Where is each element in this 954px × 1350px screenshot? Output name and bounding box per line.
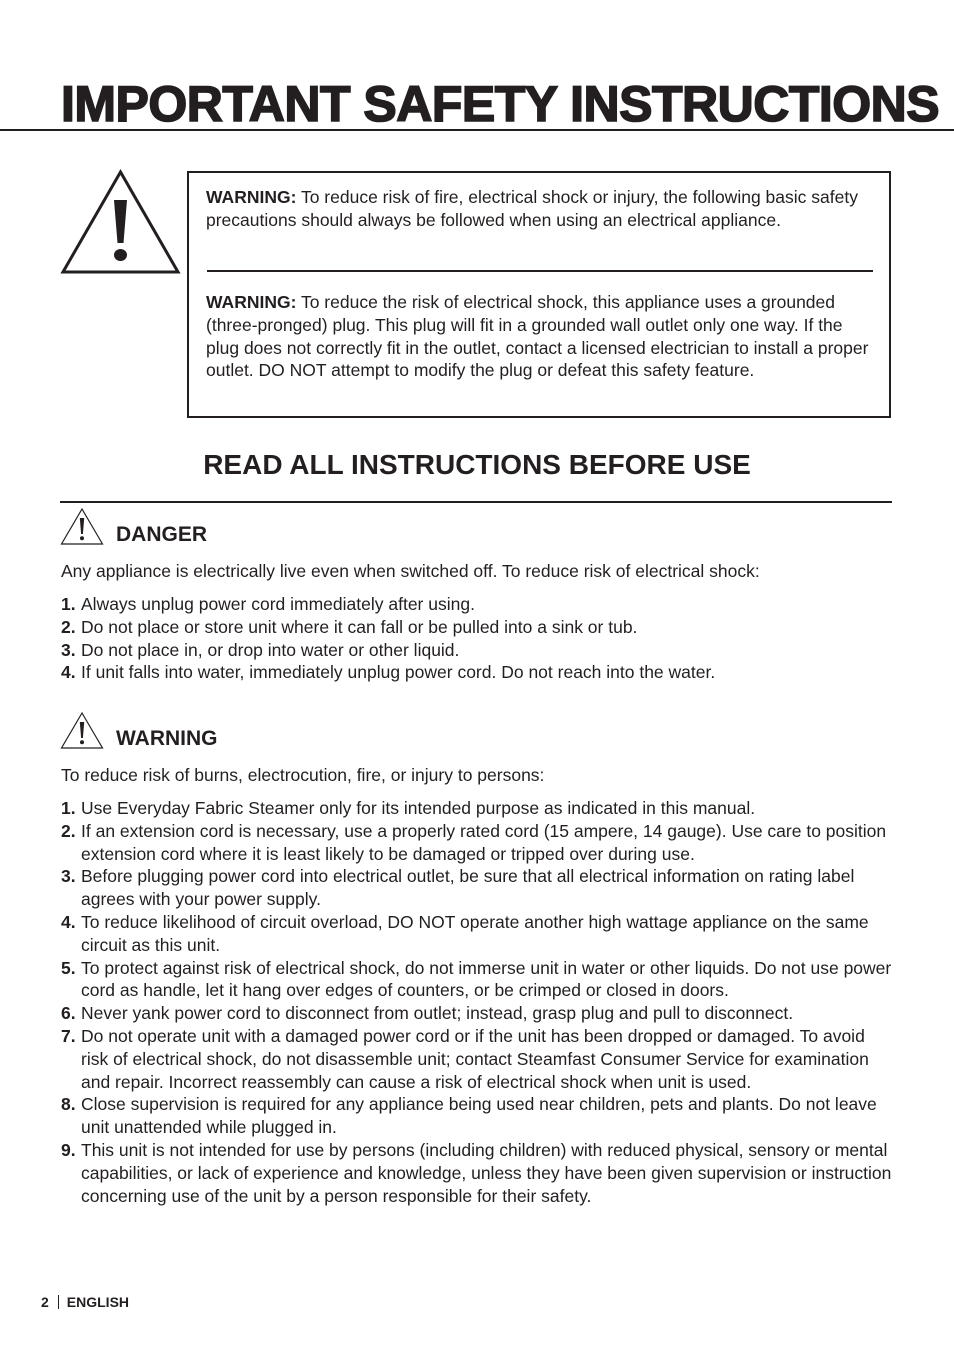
warning-paragraph-plug <box>206 291 871 382</box>
list-item <box>61 593 896 616</box>
list-item <box>61 820 896 866</box>
danger-triangle-icon <box>60 507 104 546</box>
item-text: Do not place or store unit where it can fall or be pulled into a sink or tub. <box>81 616 638 637</box>
item-text: Close supervision is required for any appliance being used near children, pets and plants. Do not leave unit unattended while plugged in. <box>81 1094 877 1138</box>
list-item <box>61 661 896 684</box>
box-divider <box>207 270 873 272</box>
warning-triangle-icon <box>60 168 181 275</box>
item-text: If an extension cord is necessary, use a properly rated cord (15 ampere, 14 gauge). Use care to position extension cord where it is least likely to be damaged or tripped over during use. <box>81 820 887 864</box>
item-number: 7. <box>61 1025 76 1046</box>
list-item <box>61 911 896 957</box>
item-number: 3. <box>61 866 76 887</box>
item-text: This unit is not intended for use by persons (including children) with reduced physical, sensory or mental capabilities, or lack of experience and knowledge, unless they have been given supervision or instruction concerning use of the unit by a person responsible for their safety. <box>81 1139 892 1206</box>
item-number: 5. <box>61 957 76 978</box>
warning-list <box>61 797 896 1207</box>
list-item <box>61 957 896 1003</box>
item-number: 4. <box>61 662 76 683</box>
page-number: 2 <box>41 1294 49 1310</box>
warning-box <box>187 171 891 418</box>
item-text: Do not place in, or drop into water or other liquid. <box>81 639 460 660</box>
item-text: If unit falls into water, immediately unplug power cord. Do not reach into the water. <box>81 662 716 683</box>
item-number: 8. <box>61 1094 76 1115</box>
warning-label: WARNING: <box>206 187 297 207</box>
item-number: 6. <box>61 1003 76 1024</box>
list-item <box>61 616 896 639</box>
list-item <box>61 1025 896 1093</box>
title-divider <box>0 129 954 131</box>
warning-text: To reduce risk of fire, electrical shock or injury, the following basic safety precautions should always be followed when using an electrical appliance. <box>206 187 858 230</box>
danger-heading: DANGER <box>116 523 208 546</box>
list-item <box>61 639 896 662</box>
item-text: Always unplug power cord immediately after using. <box>81 594 475 614</box>
item-number: 1. <box>61 798 76 818</box>
warning-intro: To reduce risk of burns, electrocution, fire, or injury to persons: <box>61 765 545 785</box>
section-divider <box>60 501 892 503</box>
footer-separator <box>58 1295 59 1309</box>
list-item <box>61 1139 896 1207</box>
list-item <box>61 797 896 820</box>
item-number: 4. <box>61 911 76 932</box>
read-all-heading: READ ALL INSTRUCTIONS BEFORE USE <box>203 449 751 480</box>
item-text: To reduce likelihood of circuit overload, DO NOT operate another high wattage appliance on the same circuit as this unit. <box>81 911 869 955</box>
warning-triangle-icon <box>60 711 104 750</box>
list-item <box>61 865 896 911</box>
item-text: Never yank power cord to disconnect from outlet; instead, grasp plug and pull to disconnect. <box>81 1003 794 1024</box>
footer-language: ENGLISH <box>66 1294 130 1310</box>
page-title: IMPORTANT SAFETY INSTRUCTIONS <box>61 76 940 132</box>
item-text: To protect against risk of electrical shock, do not immerse unit in water or other liquids. Do not use power cord as handle, let it hang over edges of counters, or be crimped or closed in doors. <box>81 957 892 1001</box>
list-item <box>61 1002 896 1025</box>
item-number: 1. <box>61 594 76 614</box>
item-number: 2. <box>61 616 76 637</box>
warning-label: WARNING: <box>206 292 297 312</box>
item-text: Use Everyday Fabric Steamer only for its intended purpose as indicated in this manual. <box>81 798 756 818</box>
warning-text: To reduce the risk of electrical shock, this appliance uses a grounded (three-pronged) plug. This plug will fit in a grounded wall outlet only one way. If the plug does not correctly fit in the outlet, contact a licensed electrician to install a proper outlet. DO NOT attempt to modify the plug or defeat this safety feature. <box>206 292 869 381</box>
list-item <box>61 1093 896 1139</box>
warning-heading: WARNING <box>116 727 218 750</box>
item-number: 2. <box>61 820 76 841</box>
warning-paragraph-fire <box>206 186 871 232</box>
danger-intro: Any appliance is electrically live even when switched off. To reduce risk of electrical shock: <box>61 561 760 581</box>
page-footer <box>41 1293 129 1311</box>
item-number: 9. <box>61 1139 76 1160</box>
item-text: Do not operate unit with a damaged power cord or if the unit has been dropped or damaged. To avoid risk of electrical shock, do not disassemble unit; contact Steamfast Consumer Service for examination and repair. Incorrect reassembly can cause a risk of electrical shock when unit is used. <box>81 1025 869 1092</box>
item-text: Before plugging power cord into electrical outlet, be sure that all electrical information on rating label agrees with your power supply. <box>81 866 855 910</box>
danger-list <box>61 593 896 684</box>
item-number: 3. <box>61 639 76 660</box>
